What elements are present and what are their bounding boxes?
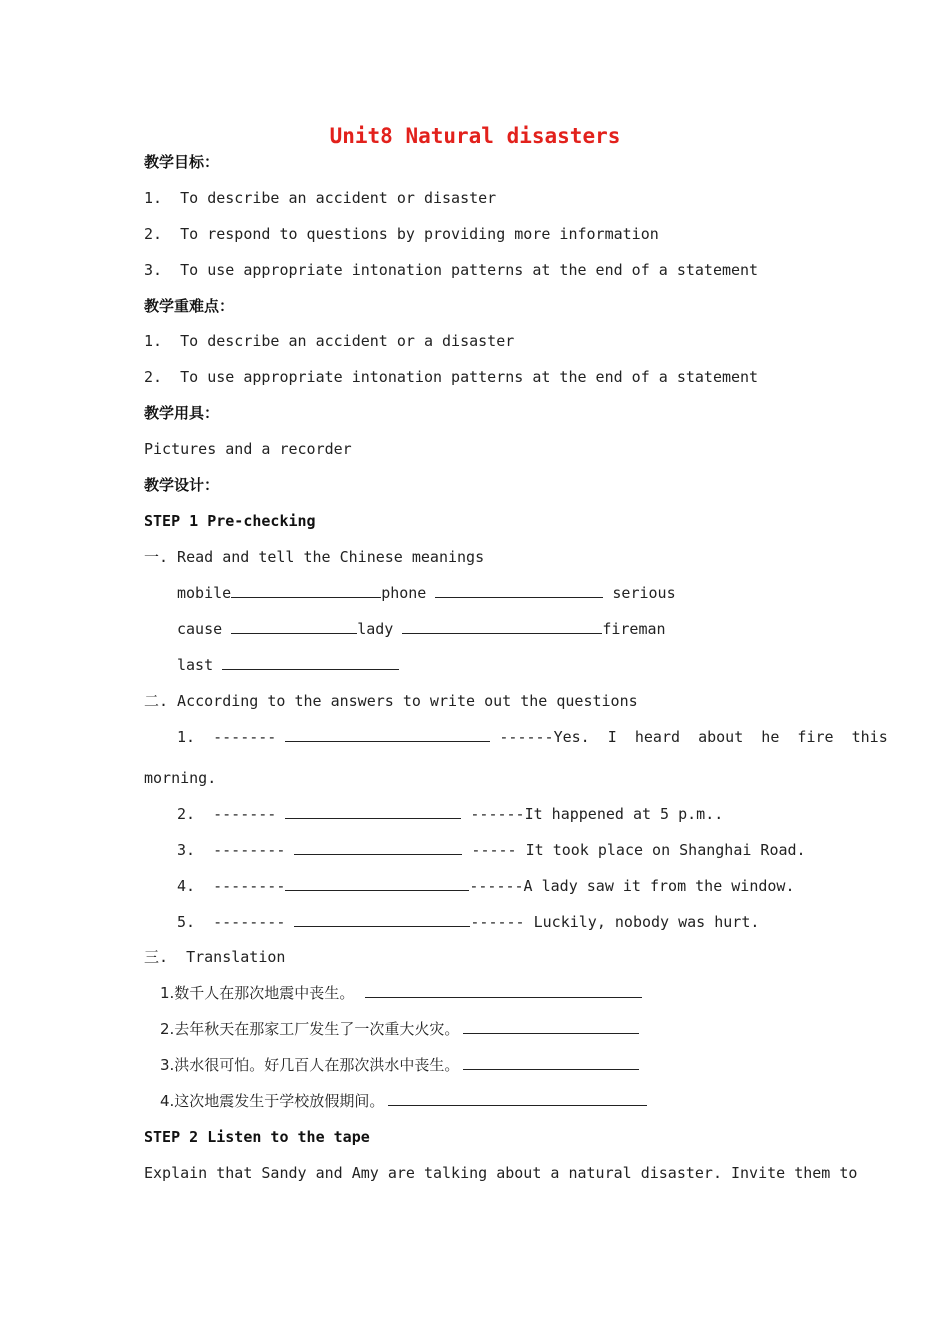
- answer-blank[interactable]: [231, 583, 381, 598]
- word-lady: lady: [357, 620, 403, 638]
- key-points-heading: 教学重难点：: [144, 297, 235, 315]
- answer-blank[interactable]: [231, 619, 357, 634]
- part2-heading: 二. According to the answers to write out the questions: [144, 692, 638, 710]
- question-row-1: [177, 727, 888, 747]
- word-phone: phone: [381, 584, 436, 602]
- translation-prompt: 3.洪水很可怕。好几百人在那次洪水中丧生。: [160, 1056, 460, 1074]
- objectives-heading: 教学目标：: [144, 153, 220, 171]
- question-row-5: [177, 912, 759, 932]
- question-answer: ------Yes. I heard about he fire this: [490, 728, 888, 746]
- question-row-3: [177, 840, 806, 860]
- page-title: Unit8 Natural disasters: [329, 124, 621, 148]
- answer-blank[interactable]: [402, 619, 602, 634]
- answer-blank[interactable]: [365, 983, 642, 998]
- answer-blank[interactable]: [285, 804, 461, 819]
- question-number: 3. --------: [177, 841, 295, 859]
- part1-heading: 一. Read and tell the Chinese meanings: [144, 548, 485, 566]
- translation-row-3: [160, 1055, 639, 1075]
- vocab-row-3: [177, 655, 399, 675]
- word-fireman: fireman: [602, 620, 666, 638]
- tools-heading: 教学用具：: [144, 404, 220, 422]
- question-number: 1. -------: [177, 728, 286, 746]
- answer-blank[interactable]: [463, 1019, 639, 1034]
- key-point-item: 1. To describe an accident or a disaster: [144, 332, 515, 350]
- step2-heading: STEP 2 Listen to the tape: [144, 1128, 370, 1146]
- question-number: 2. -------: [177, 805, 286, 823]
- question-answer: ------A lady saw it from the window.: [469, 877, 795, 895]
- step1-heading: STEP 1 Pre-checking: [144, 512, 316, 530]
- answer-blank[interactable]: [388, 1091, 647, 1106]
- translation-prompt: 1.数千人在那次地震中丧生。: [160, 984, 360, 1002]
- vocab-row-1: [177, 583, 676, 603]
- answer-blank[interactable]: [463, 1055, 639, 1070]
- answer-blank[interactable]: [294, 840, 462, 855]
- tools-text: Pictures and a recorder: [144, 440, 352, 458]
- step2-text: Explain that Sandy and Amy are talking about a natural disaster. Invite them to: [144, 1164, 858, 1182]
- objective-item: 2. To respond to questions by providing more information: [144, 225, 659, 243]
- question-answer: ------ Luckily, nobody was hurt.: [470, 913, 760, 931]
- word-cause: cause: [177, 620, 232, 638]
- answer-blank[interactable]: [435, 583, 603, 598]
- question-row-2: [177, 804, 723, 824]
- translation-prompt: 2.去年秋天在那家工厂发生了一次重大火灾。: [160, 1020, 460, 1038]
- answer-blank[interactable]: [222, 655, 399, 670]
- key-point-item: 2. To use appropriate intonation patterns at the end of a statement: [144, 368, 759, 386]
- objective-item: 3. To use appropriate intonation patterns at the end of a statement: [144, 261, 759, 279]
- vocab-row-2: [177, 619, 666, 639]
- design-heading: 教学设计：: [144, 476, 220, 494]
- part3-heading: 三. Translation: [144, 948, 286, 966]
- translation-row-1: [160, 983, 642, 1003]
- question-answer: ----- It took place on Shanghai Road.: [462, 841, 806, 859]
- word-last: last: [177, 656, 223, 674]
- word-mobile: mobile: [177, 584, 232, 602]
- objective-item: 1. To describe an accident or disaster: [144, 189, 497, 207]
- answer-blank[interactable]: [285, 727, 490, 742]
- question-number: 4. --------: [177, 877, 286, 895]
- question-row-4: [177, 876, 794, 896]
- translation-row-4: [160, 1091, 647, 1111]
- question-1-continued: morning.: [144, 769, 217, 787]
- answer-blank[interactable]: [285, 876, 469, 891]
- translation-row-2: [160, 1019, 639, 1039]
- question-number: 5. --------: [177, 913, 295, 931]
- question-answer: ------It happened at 5 p.m..: [461, 805, 724, 823]
- translation-prompt: 4.这次地震发生于学校放假期间。: [160, 1092, 385, 1110]
- word-serious: serious: [603, 584, 676, 602]
- answer-blank[interactable]: [294, 912, 470, 927]
